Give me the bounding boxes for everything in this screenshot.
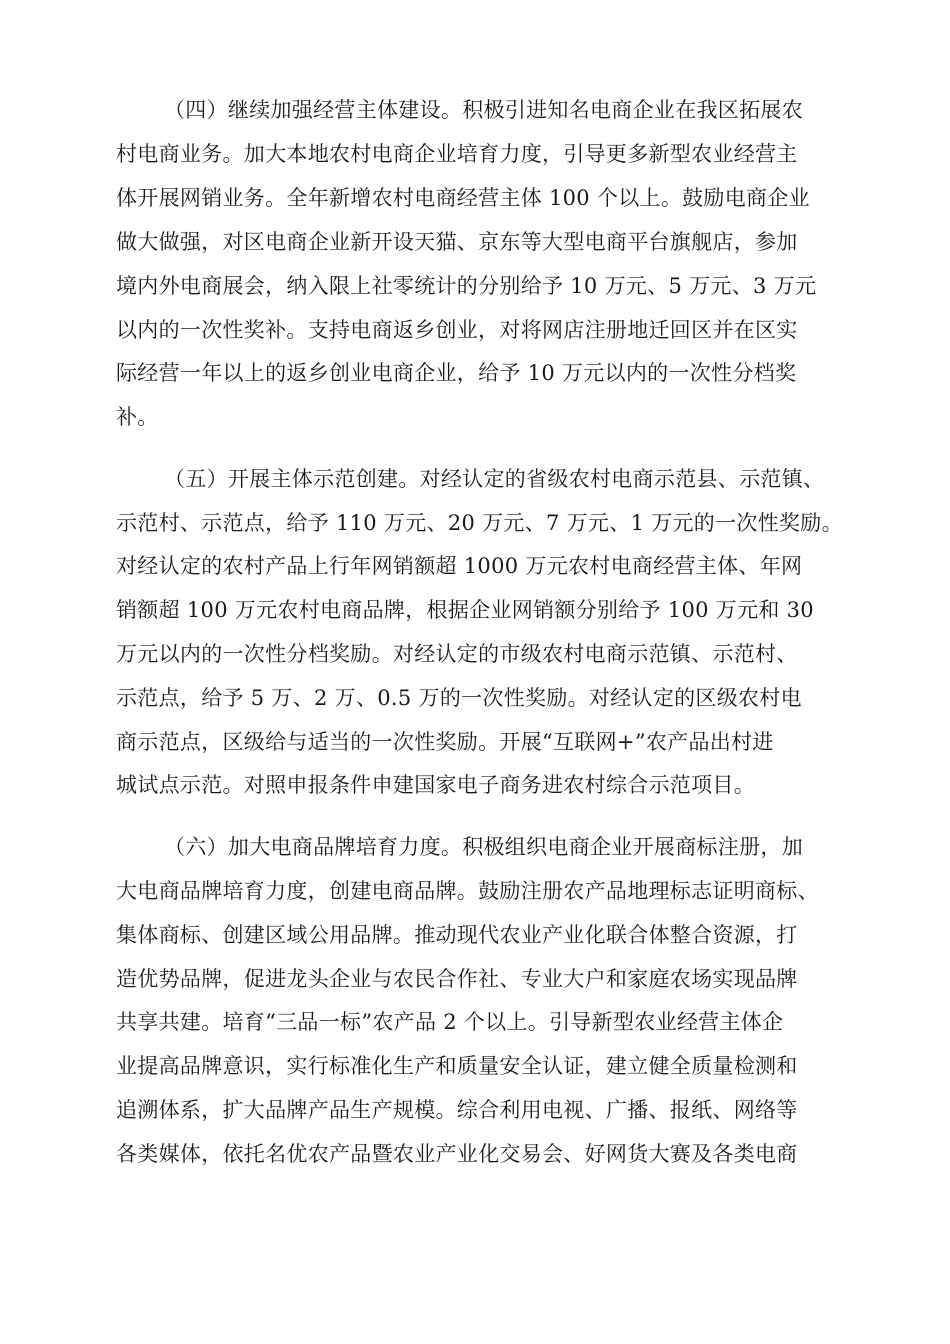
text-line: 示范点，给予 5 万、2 万、0.5 万的一次性奖励。对经认定的区级农村电	[116, 686, 802, 710]
text-line: 城试点示范。对照申报条件申建国家电子商务进农村综合示范项目。	[116, 773, 755, 797]
text-line: （四）继续加强经营主体建设。积极引进知名电商企业在我区拓展农	[164, 98, 803, 122]
text-line: 补。	[116, 405, 159, 429]
text-line: 集体商标、创建区域公用品牌。推动现代农业产业化联合体整合资源，打	[116, 923, 798, 947]
text-line: 做大做强，对区电商企业新开设天猫、京东等大型电商平台旗舰店，参加	[116, 230, 798, 254]
text-line: 以内的一次性奖补。支持电商返乡创业，对将网店注册地迁回区并在区实	[116, 318, 798, 342]
text-line: 商示范点，区级给与适当的一次性奖励。开展“互联网+”农产品出村进	[116, 730, 774, 754]
text-line: （五）开展主体示范创建。对经认定的省级农村电商示范县、示范镇、	[164, 467, 825, 491]
text-line: 对经认定的农村产品上行年网销额超 1000 万元农村电商经营主体、年网	[116, 554, 803, 578]
text-line: 际经营一年以上的返乡创业电商企业，给予 10 万元以内的一次性分档奖	[116, 361, 797, 385]
text-line: 村电商业务。加大本地农村电商企业培育力度，引导更多新型农业经营主	[116, 142, 798, 166]
text-line: 境内外电商展会，纳入限上社零统计的分别给予 10 万元、5 万元、3 万元	[116, 274, 817, 298]
text-line: 业提高品牌意识，实行标准化生产和质量安全认证，建立健全质量检测和	[116, 1054, 798, 1078]
text-line: 追溯体系，扩大品牌产品生产规模。综合利用电视、广播、报纸、网络等	[116, 1098, 798, 1122]
text-line: 各类媒体，依托名优农产品暨农业产业化交易会、好网货大赛及各类电商	[116, 1142, 798, 1166]
text-line: （六）加大电商品牌培育力度。积极组织电商企业开展商标注册，加	[164, 835, 803, 859]
text-line: 体开展网销业务。全年新增农村电商经营主体 100 个以上。鼓励电商企业	[116, 186, 810, 210]
text-line: 万元以内的一次性分档奖励。对经认定的市级农村电商示范镇、示范村、	[116, 642, 798, 666]
text-line: 示范村、示范点，给予 110 万元、20 万元、7 万元、1 万元的一次性奖励。	[116, 511, 843, 535]
text-line: 共享共建。培育“三品一标”农产品 2 个以上。引导新型农业经营主体企	[116, 1010, 784, 1034]
text-line: 大电商品牌培育力度，创建电商品牌。鼓励注册农产品地理标志证明商标、	[116, 879, 819, 903]
text-line: 销额超 100 万元农村电商品牌，根据企业网销额分别给予 100 万元和 30	[116, 598, 814, 622]
text-line: 造优势品牌，促进龙头企业与农民合作社、专业大户和家庭农场实现品牌	[116, 967, 798, 991]
